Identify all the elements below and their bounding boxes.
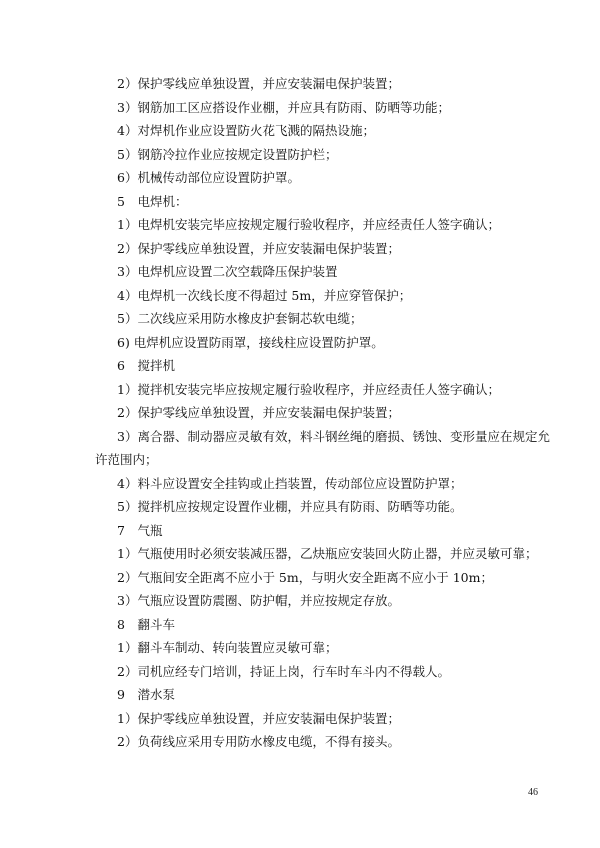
- text-line: 1）保护零线应单独设置，并应安装漏电保护装置；: [117, 710, 400, 726]
- text-line: 2）司机应经专门培训，持证上岗，行车时车斗内不得载人。: [117, 663, 450, 679]
- section-heading: 5 电焊机：: [117, 193, 188, 209]
- section-heading: 9 潜水泵: [117, 687, 175, 702]
- text-line: 5）钢筋冷拉作业应按规定设置防护栏；: [117, 146, 338, 162]
- document-body: [95, 72, 550, 754]
- text-line-continuation: 许范围内；: [95, 452, 158, 467]
- page-number: 46: [528, 787, 538, 798]
- text-line: 2）保护零线应单独设置，并应安装漏电保护装置；: [117, 405, 400, 420]
- text-line: 2）气瓶间安全距离不应小于 5m，与明火安全距离不应小于 10m；: [117, 569, 493, 585]
- text-line: 5）二次线应采用防水橡皮护套铜芯软电缆；: [117, 311, 363, 326]
- text-line: 1）翻斗车制动、转向装置应灵敏可靠；: [117, 640, 338, 655]
- text-line: 1）电焊机安装完毕应按规定履行验收程序，并应经责任人签字确认；: [117, 217, 500, 232]
- text-line: 4）料斗应设置安全挂钩或止挡装置，传动部位应设置防护罩；: [117, 475, 463, 491]
- section-heading: 6 搅拌机: [117, 358, 175, 373]
- text-line: 1）搅拌机安装完毕应按规定履行验收程序，并应经责任人签字确认；: [117, 381, 500, 397]
- text-line: 4）对焊机作业应设置防火花飞溅的隔热设施；: [117, 123, 375, 138]
- section-heading: 8 翻斗车: [117, 616, 175, 632]
- text-line: 3）电焊机应设置二次空载降压保护装置: [117, 264, 338, 279]
- text-line: 6) 电焊机应设置防雨罩，接线柱应设置防护罩。: [117, 334, 384, 350]
- text-line: 2）负荷线应采用专用防水橡皮电缆，不得有接头。: [117, 734, 400, 749]
- text-line: 6）机械传动部位应设置防护罩。: [117, 170, 300, 185]
- section-heading: 7 气瓶: [117, 522, 163, 538]
- text-line: 2）保护零线应单独设置，并应安装漏电保护装置；: [117, 76, 400, 91]
- text-line: 3）钢筋加工区应搭设作业棚，并应具有防雨、防晒等功能；: [117, 99, 450, 115]
- text-line: 3）离合器、制动器应灵敏有效，料斗钢丝绳的磨损、锈蚀、变形量应在规定允: [117, 428, 550, 444]
- text-line: 3）气瓶应设置防震圈、防护帽，并应按规定存放。: [117, 593, 400, 608]
- text-line: 1）气瓶使用时必须安装减压器，乙炔瓶应安装回火防止器，并应灵敏可靠；: [117, 546, 538, 561]
- text-line: 5）搅拌机应按规定设置作业棚，并应具有防雨、防晒等功能。: [117, 499, 463, 514]
- text-line: 4）电焊机一次线长度不得超过 5m，并应穿管保护；: [117, 287, 412, 303]
- text-line: 2）保护零线应单独设置，并应安装漏电保护装置；: [117, 240, 400, 256]
